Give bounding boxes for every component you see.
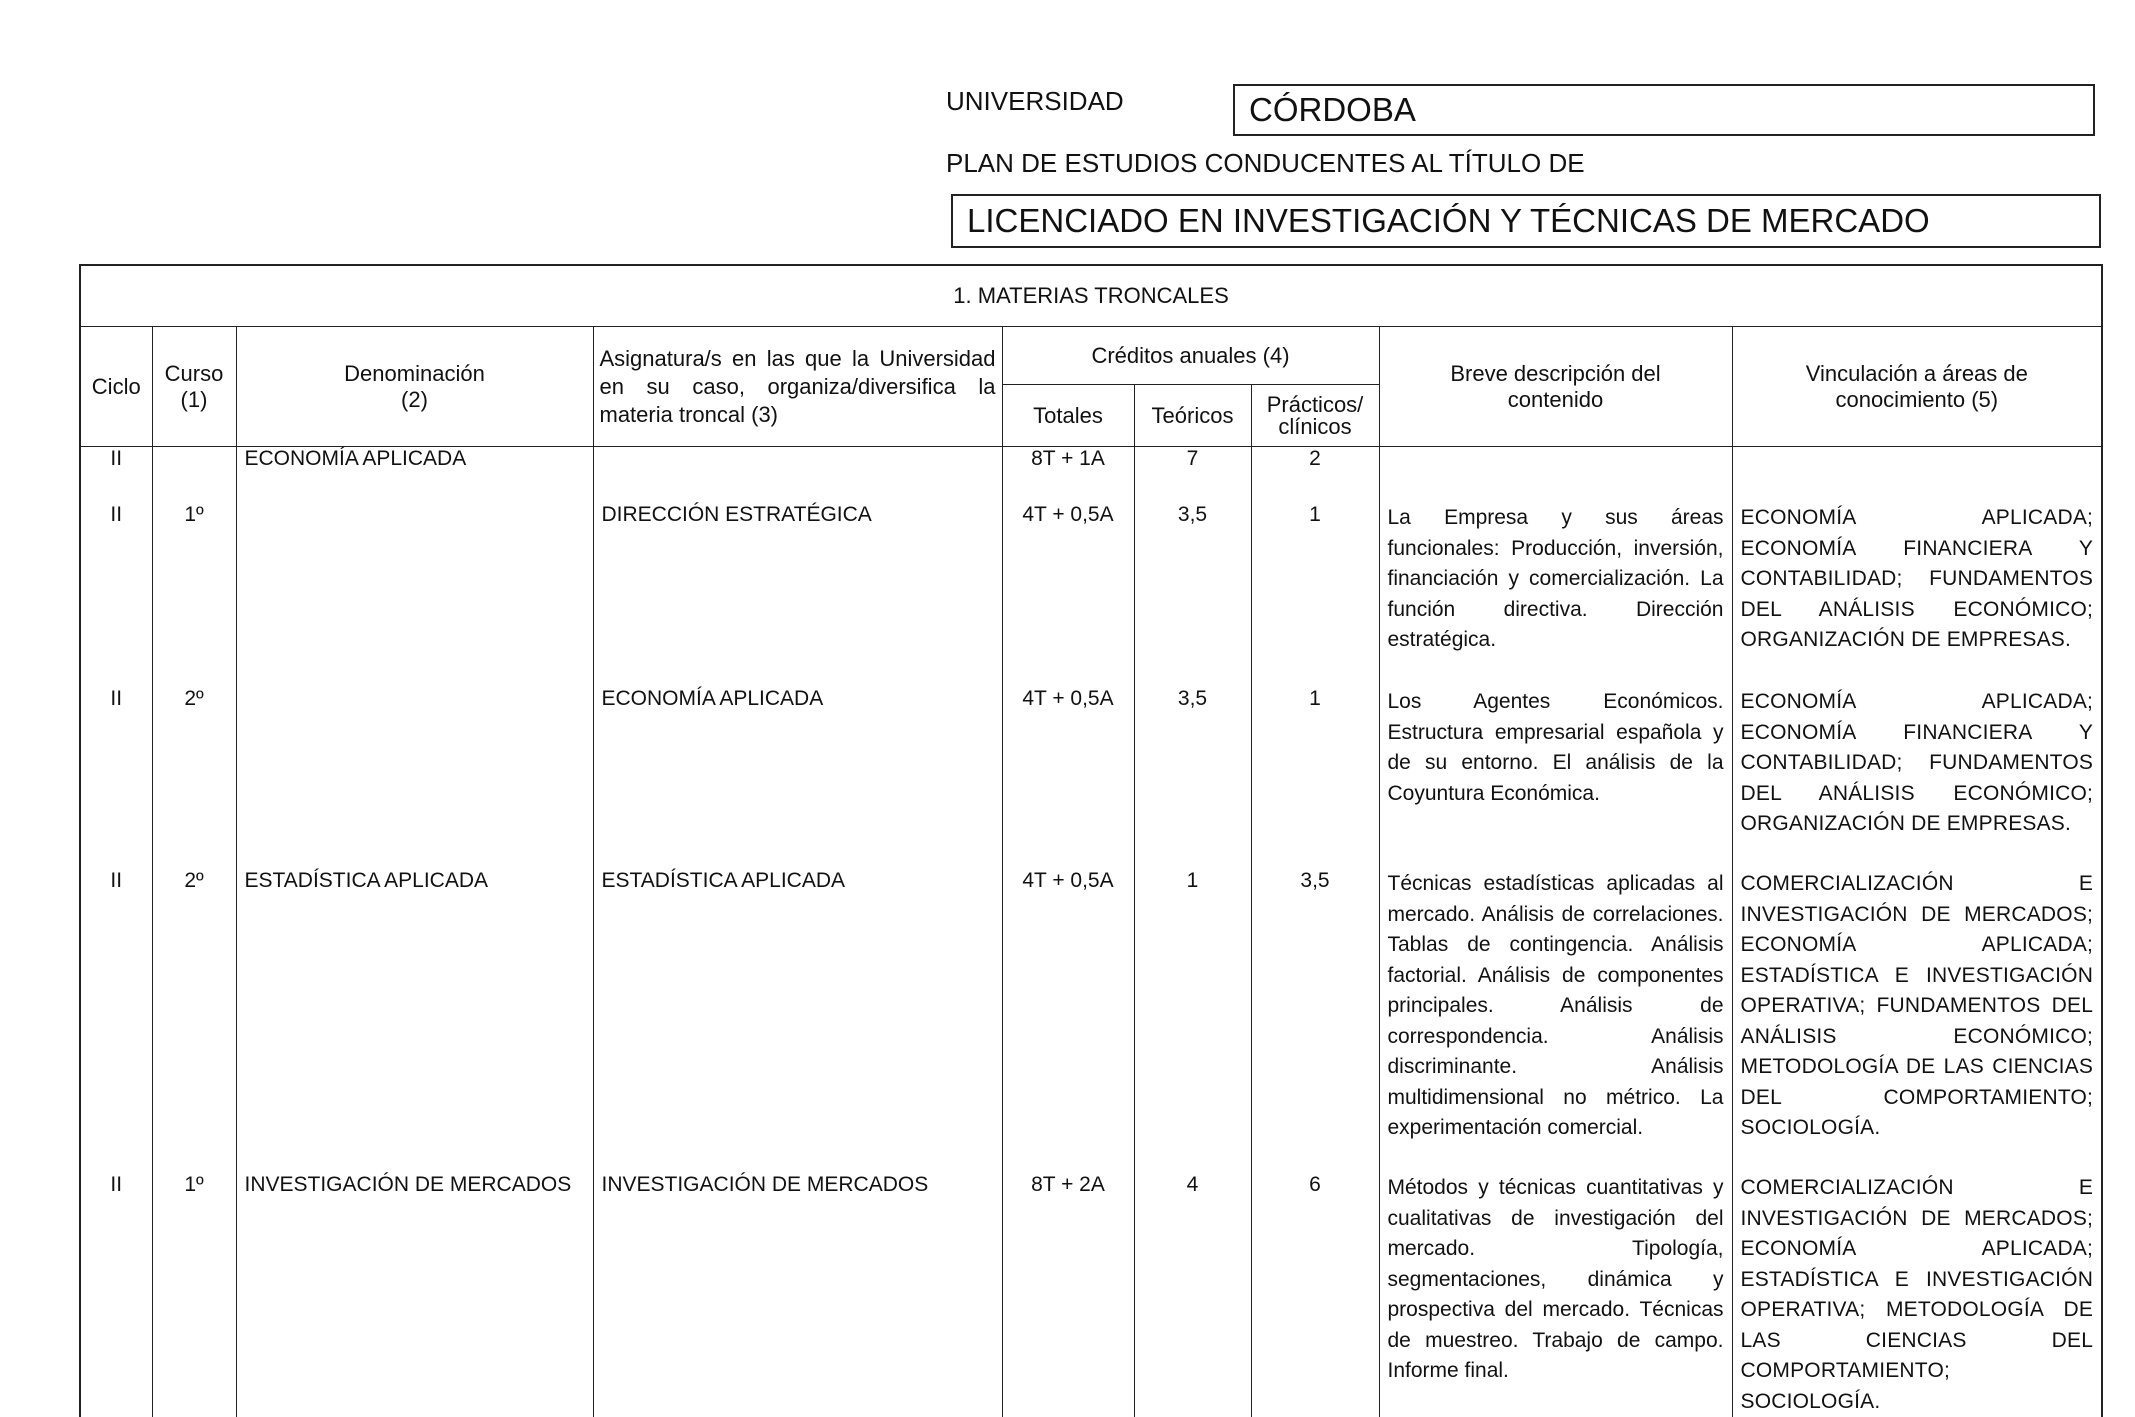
- col-vinculacion: Vinculación a áreas de conocimiento (5): [1732, 327, 2102, 447]
- cell-practicos: 6: [1251, 1173, 1379, 1417]
- cell-teoricos: 1: [1134, 869, 1251, 1173]
- cell-asignatura: [593, 447, 1002, 504]
- col-practicos: Prácticos/ clínicos: [1251, 385, 1379, 447]
- titulo-field: [951, 194, 2101, 248]
- cell-denominacion: ECONOMÍA APLICADA: [236, 447, 593, 504]
- cell-curso: 1º: [152, 1173, 236, 1417]
- cell-denominacion: INVESTIGACIÓN DE MERCADOS: [236, 1173, 593, 1417]
- cell-asignatura: ESTADÍSTICA APLICADA: [593, 869, 1002, 1173]
- col-creditos: Créditos anuales (4): [1002, 327, 1379, 385]
- cell-descripcion: Los Agentes Económicos. Estructura empresarial española y de su entorno. El análisis de la Coyuntura Económica.: [1379, 687, 1732, 869]
- cell-practicos: 1: [1251, 503, 1379, 687]
- col-curso: Curso (1): [152, 327, 236, 447]
- col-denominacion: Denominación (2): [236, 327, 593, 447]
- cell-practicos: 2: [1251, 447, 1379, 504]
- universidad-field: [1233, 84, 2095, 136]
- cell-totales: 4T + 0,5A: [1002, 869, 1134, 1173]
- col-teoricos: Teóricos: [1134, 385, 1251, 447]
- cell-teoricos: 3,5: [1134, 503, 1251, 687]
- cell-denominacion: [236, 687, 593, 869]
- cell-ciclo: II: [80, 869, 152, 1173]
- cell-denominacion: [236, 503, 593, 687]
- cell-asignatura: DIRECCIÓN ESTRATÉGICA: [593, 503, 1002, 687]
- cell-vinculacion: COMERCIALIZACIÓN E INVESTIGACIÓN DE MERCADOS; ECONOMÍA APLICADA; ESTADÍSTICA E INVESTIGACIÓN OPERATIVA; FUNDAMENTOS DEL ANÁLISIS ECONÓMICO; METODOLOGÍA DE LAS CIENCIAS DEL COMPORTAMIENTO; SOCIOLOGÍA.: [1732, 869, 2102, 1173]
- cell-totales: 4T + 0,5A: [1002, 503, 1134, 687]
- cell-denominacion: ESTADÍSTICA APLICADA: [236, 869, 593, 1173]
- cell-practicos: 3,5: [1251, 869, 1379, 1173]
- titulo-value: LICENCIADO EN INVESTIGACIÓN Y TÉCNICAS DE MERCADO: [967, 202, 1930, 239]
- cell-vinculacion: COMERCIALIZACIÓN E INVESTIGACIÓN DE MERCADOS; ECONOMÍA APLICADA; ESTADÍSTICA E INVESTIGACIÓN OPERATIVA; METODOLOGÍA DE LAS CIENCIAS DEL COMPORTAMIENTO; SOCIOLOGÍA.: [1732, 1173, 2102, 1417]
- materias-troncales-table: [79, 264, 2103, 1417]
- col-asignatura: Asignatura/s en las que la Universidad en su caso, organiza/diversifica la materia troncal (3): [593, 327, 1002, 447]
- cell-asignatura: ECONOMÍA APLICADA: [593, 687, 1002, 869]
- table-row: [80, 503, 2102, 687]
- col-descripcion: Breve descripción del contenido: [1379, 327, 1732, 447]
- cell-ciclo: II: [80, 503, 152, 687]
- col-totales: Totales: [1002, 385, 1134, 447]
- cell-vinculacion: ECONOMÍA APLICADA; ECONOMÍA FINANCIERA Y CONTABILIDAD; FUNDAMENTOS DEL ANÁLISIS ECONÓMICO; ORGANIZACIÓN DE EMPRESAS.: [1732, 687, 2102, 869]
- cell-practicos: 1: [1251, 687, 1379, 869]
- cell-descripcion: Métodos y técnicas cuantitativas y cualitativas de investigación del mercado. Tipología, segmentaciones, dinámica y prospectiva del mercado. Técnicas de muestreo. Trabajo de campo. Informe final.: [1379, 1173, 1732, 1417]
- cell-totales: 8T + 2A: [1002, 1173, 1134, 1417]
- section-title: 1. MATERIAS TRONCALES: [80, 265, 2102, 327]
- cell-teoricos: 4: [1134, 1173, 1251, 1417]
- cell-totales: 4T + 0,5A: [1002, 687, 1134, 869]
- table-row: [80, 447, 2102, 504]
- cell-curso: [152, 447, 236, 504]
- universidad-value: CÓRDOBA: [1249, 91, 1416, 128]
- cell-ciclo: II: [80, 447, 152, 504]
- cell-ciclo: II: [80, 687, 152, 869]
- cell-curso: 1º: [152, 503, 236, 687]
- cell-ciclo: II: [80, 1173, 152, 1417]
- col-ciclo: Ciclo: [80, 327, 152, 447]
- cell-asignatura: INVESTIGACIÓN DE MERCADOS: [593, 1173, 1002, 1417]
- cell-descripcion: [1379, 447, 1732, 504]
- cell-descripcion: Técnicas estadísticas aplicadas al mercado. Análisis de correlaciones. Tablas de contingencia. Análisis factorial. Análisis de componentes principales. Análisis de correspondencia. Análisis discriminante. Análisis multidimensional no métrico. La experimentación comercial.: [1379, 869, 1732, 1173]
- plan-label: PLAN DE ESTUDIOS CONDUCENTES AL TÍTULO DE: [946, 148, 1585, 178]
- cell-curso: 2º: [152, 687, 236, 869]
- cell-totales: 8T + 1A: [1002, 447, 1134, 504]
- cell-teoricos: 3,5: [1134, 687, 1251, 869]
- cell-descripcion: La Empresa y sus áreas funcionales: Producción, inversión, financiación y comercialización. La función directiva. Dirección estratégica.: [1379, 503, 1732, 687]
- table-row: [80, 687, 2102, 869]
- cell-vinculacion: [1732, 447, 2102, 504]
- cell-vinculacion: ECONOMÍA APLICADA; ECONOMÍA FINANCIERA Y CONTABILIDAD; FUNDAMENTOS DEL ANÁLISIS ECONÓMICO; ORGANIZACIÓN DE EMPRESAS.: [1732, 503, 2102, 687]
- universidad-label: UNIVERSIDAD: [946, 86, 1124, 116]
- cell-curso: 2º: [152, 869, 236, 1173]
- table-row: [80, 1173, 2102, 1417]
- table-row: [80, 869, 2102, 1173]
- cell-teoricos: 7: [1134, 447, 1251, 504]
